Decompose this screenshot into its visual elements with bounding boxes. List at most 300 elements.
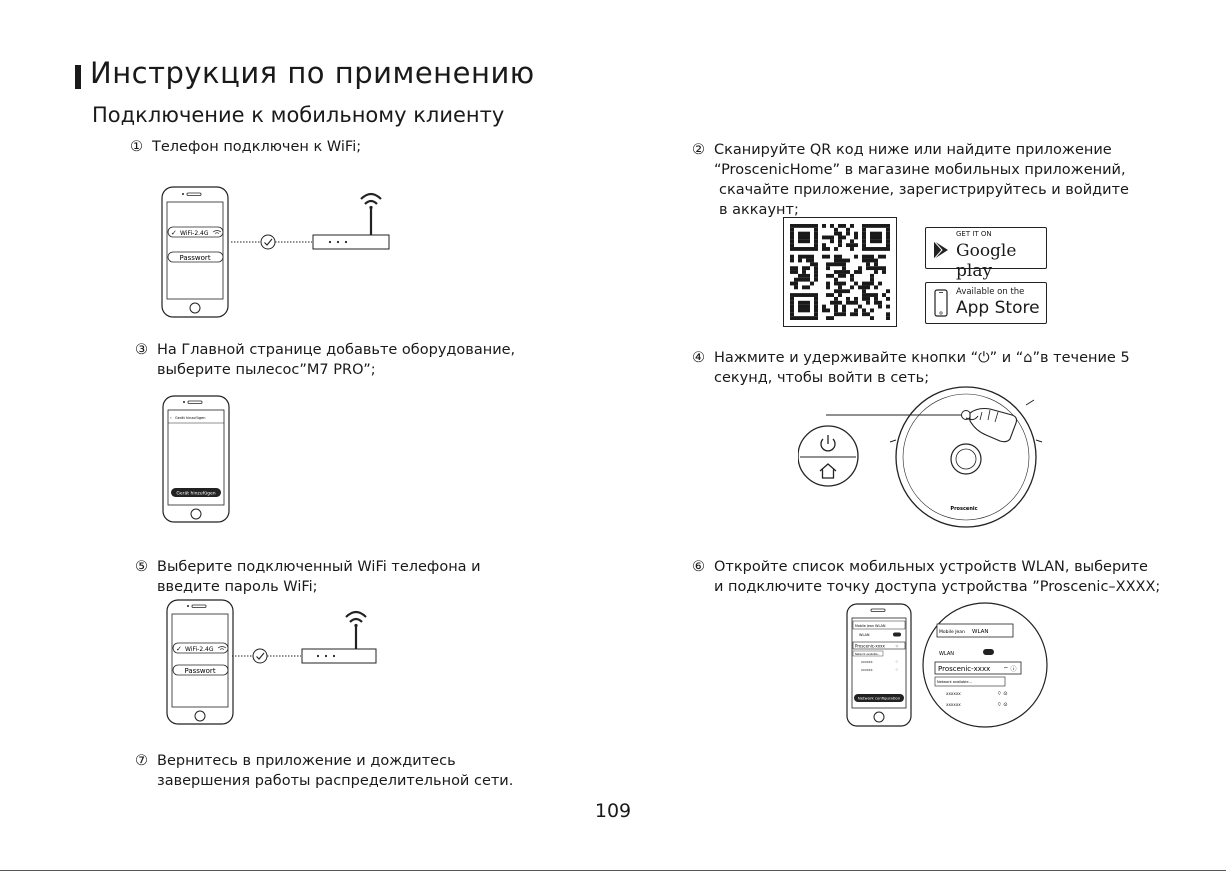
qr-module: [886, 297, 890, 301]
qr-module: [862, 282, 866, 286]
qr-module: [882, 255, 886, 259]
qr-module: [790, 316, 794, 320]
qr-module: [858, 305, 862, 309]
network-item: XXXXXX: [861, 668, 873, 672]
qr-module: [834, 232, 838, 236]
qr-module: [806, 266, 810, 270]
check-icon: [261, 235, 275, 249]
qr-module: [810, 247, 814, 251]
qr-module: [854, 255, 858, 259]
robot-illustration: [798, 380, 1043, 530]
network-item: XXXXXX: [861, 660, 873, 664]
qr-module: [838, 262, 842, 266]
qr-module: [794, 293, 798, 297]
qr-module: [802, 247, 806, 251]
qr-module: [866, 247, 870, 251]
qr-module: [866, 293, 870, 297]
qr-module: [870, 236, 874, 240]
robot-lidar: [951, 444, 981, 474]
zoom-section: Network available...: [937, 680, 972, 684]
google-play-name: Google play: [956, 241, 1017, 281]
qr-module: [830, 239, 834, 243]
qr-module: [834, 312, 838, 316]
step-number: ⑦: [135, 753, 148, 769]
qr-module: [790, 312, 794, 316]
qr-module: [878, 224, 882, 228]
qr-module: [814, 236, 818, 240]
qr-module: [850, 301, 854, 305]
qr-module: [826, 274, 830, 278]
qr-module: [798, 305, 802, 309]
qr-module: [802, 232, 806, 236]
qr-module: [842, 308, 846, 312]
step-number: ②: [692, 142, 705, 158]
qr-module: [878, 247, 882, 251]
step-number: ①: [130, 139, 143, 155]
qr-module: [866, 255, 870, 259]
qr-module: [842, 312, 846, 316]
qr-module: [870, 282, 874, 286]
qr-module: [854, 308, 858, 312]
qr-module: [814, 308, 818, 312]
network-section: Network available...: [855, 653, 880, 656]
qr-module: [842, 259, 846, 263]
qr-module: [822, 224, 826, 228]
step-text: введите пароль WiFi;: [157, 579, 318, 595]
qr-module: [790, 236, 794, 240]
qr-module: [886, 224, 890, 228]
qr-module: [838, 312, 842, 316]
qr-module: [870, 293, 874, 297]
step-number: ③: [135, 342, 148, 358]
step-text: секунд, чтобы войти в сеть;: [714, 370, 930, 386]
qr-module: [834, 308, 838, 312]
phone-screen: [167, 202, 223, 299]
qr-module: [834, 301, 838, 305]
qr-module: [802, 316, 806, 320]
qr-module: [790, 228, 794, 232]
qr-module: [866, 282, 870, 286]
qr-module: [874, 239, 878, 243]
qr-module: [838, 259, 842, 263]
qr-module: [814, 243, 818, 247]
qr-module: [826, 282, 830, 286]
qr-module: [798, 301, 802, 305]
qr-module: [834, 289, 838, 293]
qr-module: [874, 270, 878, 274]
qr-module: [826, 293, 830, 297]
qr-module: [838, 282, 842, 286]
qr-module: [870, 316, 874, 320]
qr-module: [842, 224, 846, 228]
qr-module: [862, 312, 866, 316]
qr-module: [870, 259, 874, 263]
qr-module: [830, 236, 834, 240]
qr-module: [838, 274, 842, 278]
wifi-name: WiFi-2.4G: [180, 230, 209, 237]
qr-module: [834, 262, 838, 266]
qr-module: [878, 282, 882, 286]
qr-module: [874, 247, 878, 251]
qr-module: [806, 224, 810, 228]
qr-module: [862, 297, 866, 301]
qr-module: [838, 301, 842, 305]
qr-module: [830, 316, 834, 320]
qr-module: [886, 316, 890, 320]
home-button: [190, 303, 200, 313]
qr-module: [802, 224, 806, 228]
qr-module: [866, 266, 870, 270]
qr-module: [806, 232, 810, 236]
qr-module: [826, 255, 830, 259]
qr-module: [870, 232, 874, 236]
qr-module: [826, 262, 830, 266]
step-text: в аккаунт;: [719, 202, 799, 218]
qr-module: [882, 266, 886, 270]
qr-module: [846, 270, 850, 274]
qr-module: [794, 224, 798, 228]
qr-module: [866, 301, 870, 305]
qr-module: [810, 259, 814, 263]
qr-module: [878, 301, 882, 305]
qr-module: [794, 285, 798, 289]
qr-module: [822, 305, 826, 309]
qr-module: [870, 266, 874, 270]
qr-module: [790, 308, 794, 312]
qr-module: [858, 266, 862, 270]
qr-module: [790, 270, 794, 274]
step-5: [135, 557, 481, 597]
svg-text:⌔ ⊙: ⌔ ⊙: [997, 691, 1008, 697]
qr-module: [874, 266, 878, 270]
qr-module: [806, 239, 810, 243]
zoom-selected: Proscenic-xxxx: [938, 665, 991, 673]
qr-module: [814, 262, 818, 266]
qr-module: [866, 224, 870, 228]
qr-module: [842, 289, 846, 293]
qr-module: [814, 274, 818, 278]
qr-module: [822, 255, 826, 259]
qr-module: [814, 297, 818, 301]
robot-brand: Proscenic: [950, 506, 978, 512]
qr-module: [794, 247, 798, 251]
qr-module: [870, 247, 874, 251]
app-store-name: App Store: [956, 298, 1040, 318]
qr-module: [886, 236, 890, 240]
step-number: ④: [692, 350, 705, 366]
qr-module: [854, 232, 858, 236]
add-device-phone: [161, 394, 231, 524]
zoom-toggle: [983, 649, 994, 655]
qr-module: [802, 270, 806, 274]
qr-module: [874, 224, 878, 228]
qr-module: [810, 282, 814, 286]
qr-module: [854, 312, 858, 316]
qr-module: [806, 247, 810, 251]
google-play-icon: [932, 240, 950, 260]
qr-module: [878, 232, 882, 236]
qr-module: [814, 247, 818, 251]
qr-module: [794, 266, 798, 270]
page-title: Инструкция по применению: [90, 56, 535, 90]
qr-module: [842, 305, 846, 309]
step-text: “ProscenicHome” в магазине мобильных приложений,: [714, 162, 1126, 178]
qr-module: [846, 232, 850, 236]
qr-module: [802, 278, 806, 282]
add-device-button-label: Gerät hinzufügen: [176, 491, 216, 497]
qr-module: [806, 278, 810, 282]
qr-module: [874, 259, 878, 263]
qr-module: [862, 239, 866, 243]
step-text: Телефон подключен к WiFi;: [152, 139, 362, 155]
qr-module: [846, 259, 850, 263]
step-6: [692, 557, 1160, 597]
qr-module: [810, 316, 814, 320]
step-number: ⑥: [692, 559, 705, 575]
qr-module: [858, 285, 862, 289]
qr-module: [874, 297, 878, 301]
selected-network: Proscenic-xxxx: [855, 643, 885, 649]
qr-module: [862, 289, 866, 293]
svg-text:⌔ ⊙: ⌔ ⊙: [997, 702, 1008, 708]
qr-module: [846, 243, 850, 247]
qr-module: [798, 274, 802, 278]
wlan-toggle: [893, 633, 901, 637]
qr-module: [806, 285, 810, 289]
qr-module: [886, 239, 890, 243]
step-text: завершения работы распределительной сети.: [157, 773, 514, 789]
qr-module: [830, 301, 834, 305]
network-config-label: Network configuration: [857, 695, 901, 701]
qr-module: [802, 301, 806, 305]
qr-module: [886, 232, 890, 236]
qr-module: [810, 293, 814, 297]
qr-module: [802, 236, 806, 240]
qr-module: [886, 247, 890, 251]
qr-module: [866, 312, 870, 316]
qr-module: [814, 228, 818, 232]
qr-module: [794, 278, 798, 282]
qr-module: [826, 247, 830, 251]
step-number: ⑤: [135, 559, 148, 575]
qr-module: [842, 282, 846, 286]
qr-module: [810, 224, 814, 228]
back-icon: ‹: [170, 415, 172, 420]
qr-module: [870, 255, 874, 259]
qr-module: [790, 266, 794, 270]
qr-module: [834, 259, 838, 263]
step-3: [135, 340, 515, 380]
qr-module: [862, 285, 866, 289]
qr-module: [838, 255, 842, 259]
step-text: На Главной странице добавьте оборудование,: [157, 342, 516, 358]
check-icon: ✓: [171, 229, 177, 237]
qr-module: [862, 243, 866, 247]
qr-module: [830, 262, 834, 266]
wlan-header: WLAN: [875, 624, 886, 628]
qr-module: [838, 239, 842, 243]
qr-module: [866, 285, 870, 289]
step-text: скачайте приложение, зарегистрируйтесь и войдите: [719, 182, 1129, 198]
svg-text:⌔: ⌔: [895, 668, 899, 672]
qr-module: [810, 255, 814, 259]
qr-module: [822, 247, 826, 251]
qr-module: [806, 274, 810, 278]
qr-module: [790, 243, 794, 247]
step-text: и подключите точку доступа устройства ”Proscenic–XXXX;: [714, 579, 1161, 595]
qr-module: [814, 239, 818, 243]
qr-module: [870, 239, 874, 243]
qr-module: [814, 266, 818, 270]
qr-module: [866, 297, 870, 301]
qr-module: [806, 259, 810, 263]
qr-module: [850, 224, 854, 228]
qr-module: [846, 289, 850, 293]
qr-module: [874, 236, 878, 240]
qr-module: [814, 305, 818, 309]
qr-module: [850, 274, 854, 278]
qr-module: [854, 297, 858, 301]
qr-module: [798, 232, 802, 236]
qr-module: [850, 278, 854, 282]
qr-module: [814, 224, 818, 228]
qr-module: [826, 266, 830, 270]
title-accent-bar: [75, 65, 81, 89]
qr-code: [783, 217, 897, 327]
google-play-badge[interactable]: [925, 227, 1047, 281]
step-2: [692, 140, 1129, 220]
qr-module: [838, 270, 842, 274]
qr-module: [882, 293, 886, 297]
qr-module: [886, 305, 890, 309]
qr-module: [822, 236, 826, 240]
qr-module: [798, 259, 802, 263]
password-text: Passwort: [179, 254, 211, 262]
qr-module: [870, 278, 874, 282]
qr-module: [814, 270, 818, 274]
qr-module: [838, 285, 842, 289]
qr-module: [798, 236, 802, 240]
qr-module: [854, 270, 858, 274]
qr-module: [854, 282, 858, 286]
qr-module: [806, 308, 810, 312]
qr-module: [826, 316, 830, 320]
qr-module: [814, 278, 818, 282]
qr-module: [842, 274, 846, 278]
qr-module: [862, 247, 866, 251]
qr-module: [790, 301, 794, 305]
qr-module: [838, 236, 842, 240]
qr-module: [882, 247, 886, 251]
qr-module: [790, 293, 794, 297]
qr-module: [802, 239, 806, 243]
qr-module: [834, 255, 838, 259]
qr-module: [834, 247, 838, 251]
qr-module: [878, 236, 882, 240]
qr-module: [834, 278, 838, 282]
wlan-toggle-label: WLAN: [859, 633, 870, 637]
qr-module: [802, 305, 806, 309]
wifi-icon: [361, 194, 381, 209]
qr-module: [862, 224, 866, 228]
google-play-top-text: GET IT ON: [956, 230, 992, 238]
qr-module: [822, 243, 826, 247]
qr-module: [790, 239, 794, 243]
qr-module: [790, 282, 794, 286]
qr-module: [846, 228, 850, 232]
wifi-password-illustration: [165, 598, 380, 726]
qr-module: [886, 243, 890, 247]
wifi-name: WiFi-2.4G: [185, 646, 214, 653]
qr-module: [826, 236, 830, 240]
qr-module: [866, 259, 870, 263]
bottom-rule: [0, 870, 1226, 871]
qr-module: [798, 278, 802, 282]
qr-module: [798, 255, 802, 259]
qr-module: [794, 270, 798, 274]
qr-module: [798, 239, 802, 243]
qr-module: [834, 270, 838, 274]
qr-module: [886, 312, 890, 316]
qr-module: [862, 255, 866, 259]
qr-module: [798, 247, 802, 251]
step-text: Откройте список мобильных устройств WLAN, выберите: [714, 559, 1148, 575]
qr-module: [878, 239, 882, 243]
qr-module: [862, 228, 866, 232]
qr-module: [874, 232, 878, 236]
qr-module: [814, 232, 818, 236]
qr-module: [802, 308, 806, 312]
qr-module: [842, 270, 846, 274]
qr-module: [802, 255, 806, 259]
qr-module: [826, 285, 830, 289]
qr-module: [814, 312, 818, 316]
app-store-top-text: Available on the: [956, 287, 1025, 297]
qr-module: [838, 232, 842, 236]
qr-module: [830, 293, 834, 297]
qr-module: [790, 232, 794, 236]
qr-module: [862, 259, 866, 263]
qr-module: [822, 308, 826, 312]
qr-module: [838, 224, 842, 228]
qr-module: [870, 308, 874, 312]
wifi-icon: ⌔: [895, 643, 899, 649]
qr-module: [806, 255, 810, 259]
qr-module: [830, 224, 834, 228]
app-store-badge[interactable]: [925, 282, 1047, 324]
zoom-header: WLAN: [972, 629, 989, 635]
svg-text:⌔: ⌔: [895, 660, 899, 664]
qr-module: [862, 236, 866, 240]
qr-module: [886, 289, 890, 293]
qr-module: [878, 305, 882, 309]
qr-module: [850, 285, 854, 289]
qr-module: [798, 224, 802, 228]
svg-text:⌔ ⓘ: ⌔ ⓘ: [1003, 666, 1017, 673]
page-number: 109: [594, 800, 632, 822]
qr-module: [834, 228, 838, 232]
qr-module: [802, 293, 806, 297]
qr-module: [794, 316, 798, 320]
zoom-item: XXXXXX: [946, 703, 961, 707]
qr-module: [842, 266, 846, 270]
wlan-back: Mobile Jean: [855, 624, 874, 628]
add-device-header: Gerät hinzufügen: [175, 416, 206, 420]
step-text: Нажмите и удерживайте кнопки “⏻” и “⌂”в течение 5: [714, 350, 1130, 366]
qr-module: [862, 308, 866, 312]
qr-module: [886, 228, 890, 232]
qr-module: [826, 308, 830, 312]
